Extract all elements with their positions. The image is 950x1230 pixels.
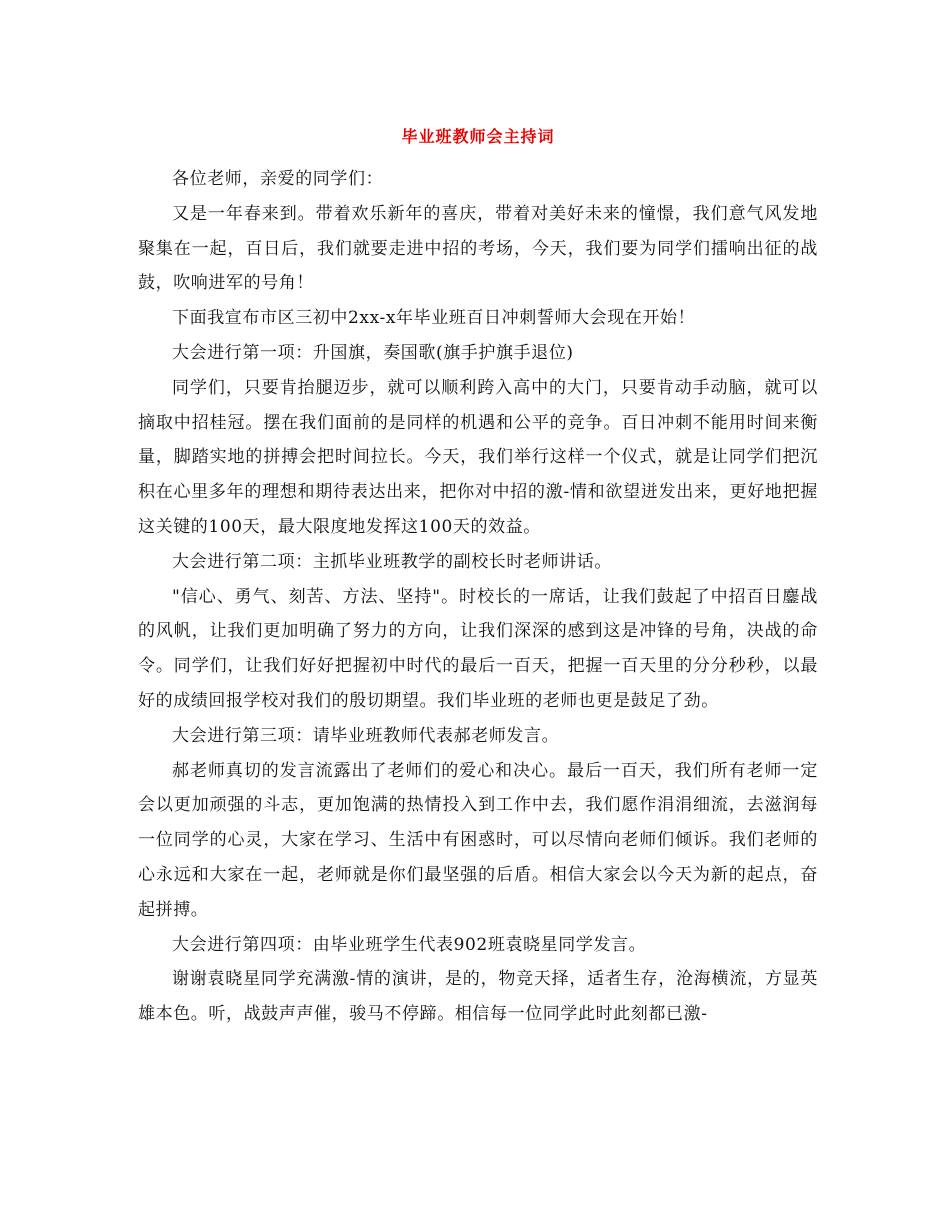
- document-title: 毕业班教师会主持词: [401, 127, 555, 146]
- paragraph-greeting: 各位老师，亲爱的同学们：: [172, 169, 384, 189]
- paragraph-opening: 又是一年春来到。带着欢乐新年的喜庆，带着对美好未来的憧憬，我们意气风发地聚集在一起，百日后，我们就要走进中招的考场，今天，我们要为同学们擂响出征的战鼓，吹响进军的号角！: [138, 203, 818, 294]
- paragraph-item-3: 大会进行第三项：请毕业班教师代表郝老师发言。: [172, 725, 560, 746]
- paragraph-item-2: 大会进行第二项：主抓毕业班教学的副校长时老师讲话。: [172, 551, 612, 572]
- paragraph-item-4: 大会进行第四项：由毕业班学生代表902班袁晓星同学发言。: [172, 934, 647, 955]
- paragraph-item-1: 大会进行第一项：升国旗，奏国歌(旗手护旗手退位): [172, 342, 574, 363]
- paragraph-body-3: 郝老师真切的发言流露出了老师们的爱心和决心。最后一百天，我们所有老师一定会以更加顽强的斗志，更加饱满的热情投入到工作中去，我们愿作涓涓细流，去滋润每一位同学的心灵，大家在学习、生活中有困惑时，可以尽情向老师们倾诉。我们老师的心永远和大家在一起，老师就是你们最坚强的后盾。相信大家会以今天为新的起点，奋起拼搏。: [138, 760, 818, 920]
- paragraph-body-1: 同学们，只要肯抬腿迈步，就可以顺利跨入高中的大门，只要肯动手动脑，就可以摘取中招桂冠。摆在我们面前的是同样的机遇和公平的竞争。百日冲刺不能用时间来衡量，脚踏实地的拼搏会把时间拉长。今天，我们举行这样一个仪式，就是让同学们把沉积在心里多年的理想和期待表达出来，把你对中招的激-情和欲望迸发出来，更好地把握这关键的100天，最大限度地发挥这100天的效益。: [138, 377, 818, 537]
- paragraph-announcement: 下面我宣布市区三初中2xx-x年毕业班百日冲刺誓师大会现在开始！: [172, 308, 696, 329]
- paragraph-body-2: "信心、勇气、刻苦、方法、坚持"。时校长的一席话，让我们鼓起了中招百日鏖战的风帆，让我们更加明确了努力的方向，让我们深深的感到这是冲锋的号角，决战的命令。同学们，让我们好好把握初中时代的最后一百天，把握一百天里的分分秒秒，以最好的成绩回报学校对我们的殷切期望。我们毕业班的老师也更是鼓足了劲。: [138, 586, 818, 711]
- paragraph-body-4: 谢谢袁晓星同学充满激-情的演讲，是的，物竞天择，适者生存，沧海横流，方显英雄本色。听，战鼓声声催，骏马不停蹄。相信每一位同学此时此刻都已激-: [138, 969, 818, 1025]
- document-body: [138, 162, 818, 1032]
